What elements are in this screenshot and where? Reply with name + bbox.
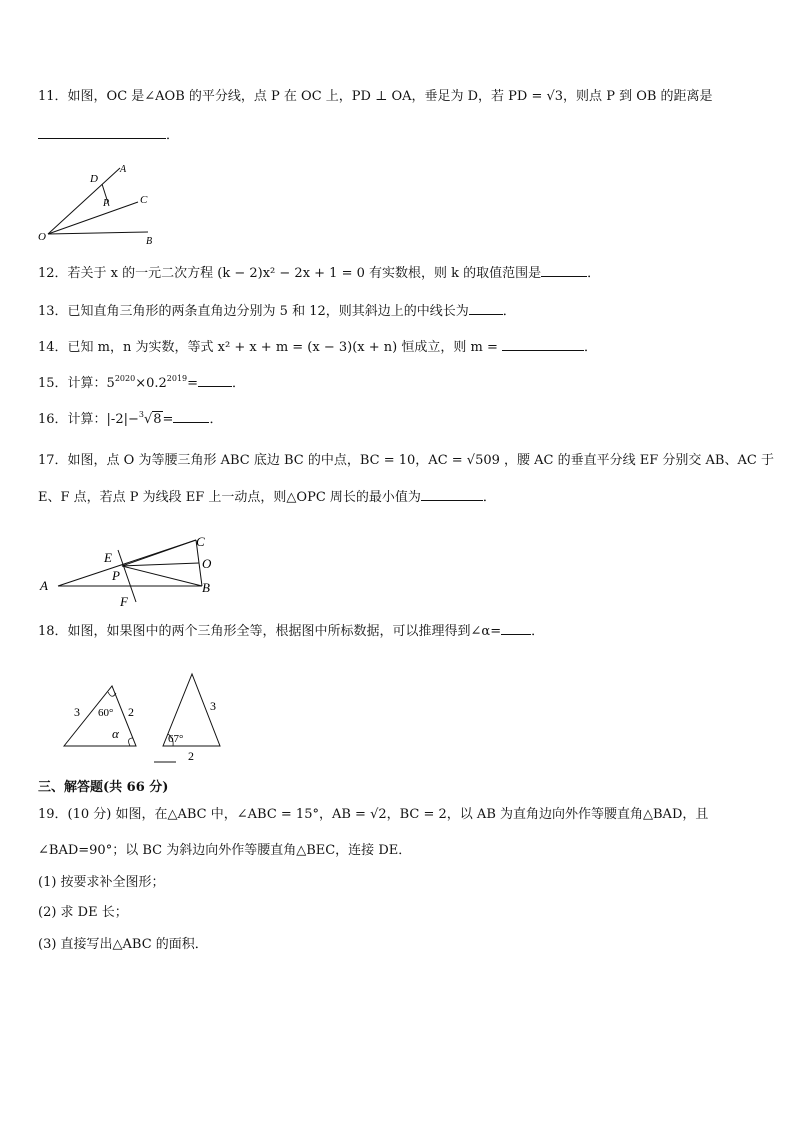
label-F: F bbox=[120, 594, 128, 609]
q14-blank[interactable] bbox=[502, 338, 584, 351]
label-C: C bbox=[140, 194, 148, 206]
q11-blank[interactable] bbox=[38, 126, 166, 139]
label-A: A bbox=[40, 578, 48, 593]
label-A: A bbox=[120, 164, 127, 175]
label-D: D bbox=[90, 173, 98, 185]
section-heading: 三、解答题(共 66 分) bbox=[38, 780, 169, 795]
label-B: B bbox=[202, 580, 210, 595]
q12-blank[interactable] bbox=[541, 264, 587, 277]
q16-blank[interactable] bbox=[173, 410, 209, 423]
label-C: C bbox=[196, 534, 205, 549]
label-P: P bbox=[112, 568, 120, 583]
q17-text-line2: E、F 点，若点 P 为线段 EF 上一动点，则△OPC 周长的最小值为 ． bbox=[38, 490, 496, 505]
label-side-3: 3 bbox=[74, 705, 80, 719]
q15-blank[interactable] bbox=[198, 374, 232, 387]
q13-blank[interactable] bbox=[469, 302, 503, 315]
label-side-2: 2 bbox=[128, 705, 134, 719]
q12-text: 12．若关于 x 的一元二次方程 (k − 2)x² − 2x + 1 = 0 有实数根，则 k 的取值范围是 ． bbox=[38, 266, 601, 281]
label-alpha: α bbox=[112, 726, 119, 741]
q19-text-line2: ∠BAD=90°；以 BC 为斜边向外作等腰直角△BEC，连接 DE． bbox=[38, 843, 412, 858]
label-angle-67: 67° bbox=[168, 733, 184, 745]
q11-figure bbox=[36, 158, 166, 248]
q11-text: 11．如图，OC 是∠AOB 的平分线，点 P 在 OC 上，PD ⊥ OA，垂足为 D，若 PD = √3，则点 P 到 OB 的距离是 bbox=[38, 89, 713, 104]
q19-part3: (3) 直接写出△ABC 的面积． bbox=[38, 937, 208, 952]
cube-root: √8 bbox=[143, 412, 162, 427]
q19-text-line1: 19．(10 分) 如图，在△ABC 中，∠ABC = 15°，AB = √2，BC = 2，以 AB 为直角边向外作等腰直角△BAD，且 bbox=[38, 807, 709, 822]
label-E: E bbox=[104, 550, 112, 565]
label-base-2: 2 bbox=[188, 749, 194, 763]
q18-text: 18．如图，如果图中的两个三角形全等，根据图中所标数据，可以推理得到∠α= ． bbox=[38, 624, 545, 639]
label-O: O bbox=[38, 231, 46, 243]
q17-blank[interactable] bbox=[421, 488, 483, 501]
label-O: O bbox=[202, 556, 212, 571]
label-B: B bbox=[146, 236, 153, 247]
q18-blank[interactable] bbox=[501, 622, 531, 635]
q18-figure bbox=[56, 666, 236, 766]
q19-part2: (2) 求 DE 长； bbox=[38, 905, 128, 920]
label-P: P bbox=[103, 198, 110, 209]
label-side-3-right: 3 bbox=[210, 699, 216, 713]
q13-text: 13．已知直角三角形的两条直角边分别为 5 和 12，则其斜边上的中线长为 ． bbox=[38, 304, 516, 319]
q19-part1: (1) 按要求补全图形； bbox=[38, 875, 165, 890]
q15-text: 15．计算：$5^{2020}\times 0.2^{2019}=$ ． bbox=[38, 374, 246, 391]
q14-text: 14．已知 m，n 为实数，等式 x² + x + m = (x − 3)(x + n) 恒成立，则 m = ． bbox=[38, 340, 597, 355]
q17-figure bbox=[38, 528, 228, 612]
label-angle-60: 60° bbox=[98, 707, 114, 719]
q16-text: 16．计算：|-2|−$^3$√8= ． bbox=[38, 410, 223, 427]
q17-text-line1: 17．如图，点 O 为等腰三角形 ABC 底边 BC 的中点，BC = 10，AC = √509 ，腰 AC 的垂直平分线 EF 分别交 AB、AC 于 bbox=[38, 453, 774, 468]
q11-answer-line: ． bbox=[38, 126, 179, 145]
